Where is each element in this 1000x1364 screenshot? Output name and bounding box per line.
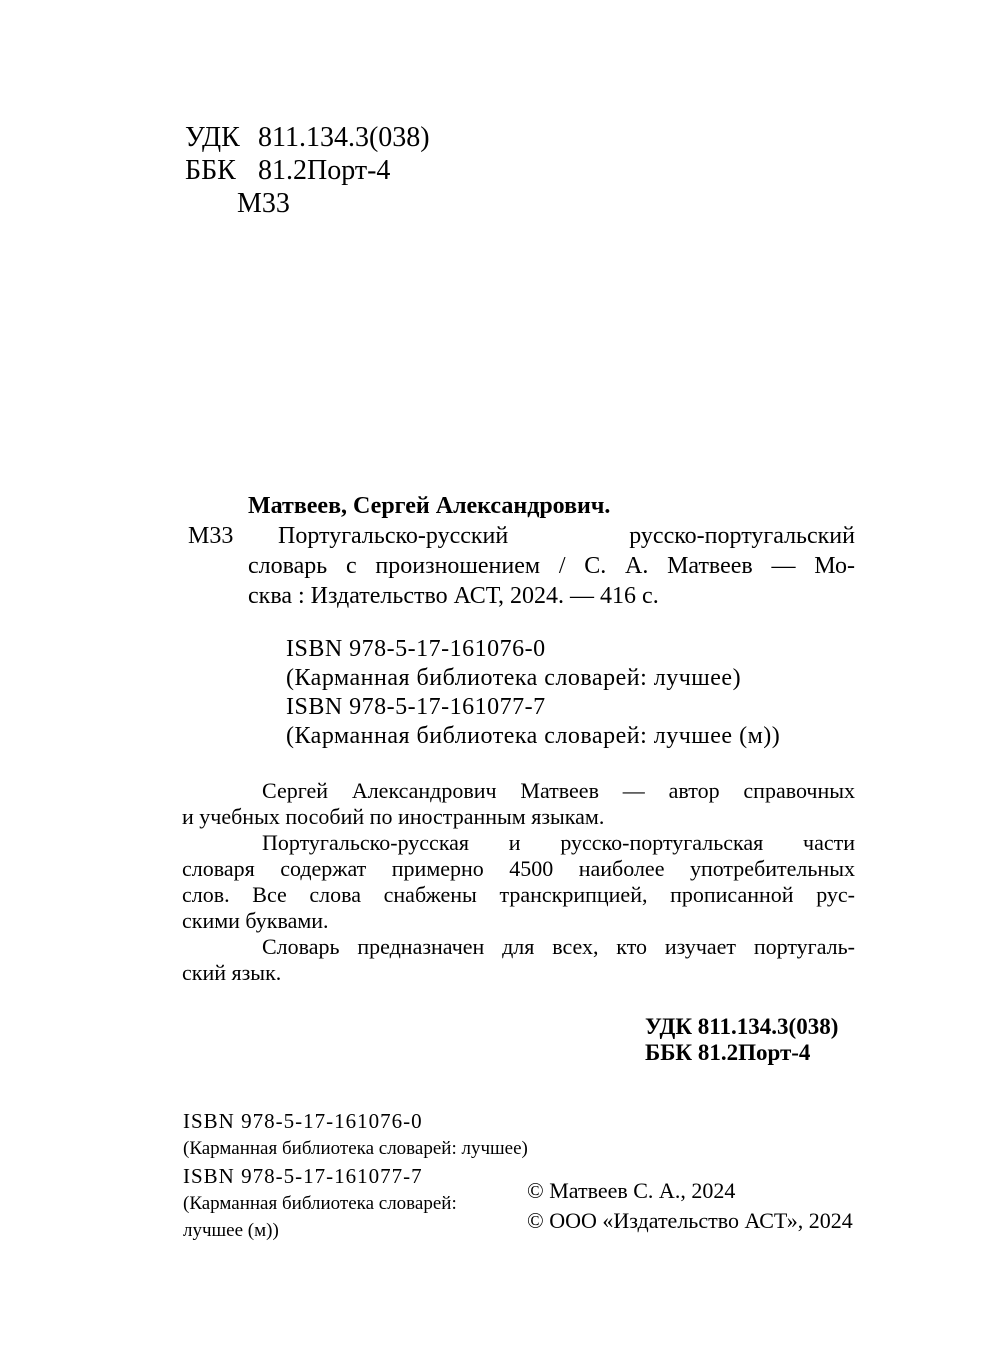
udk-label: УДК	[185, 122, 240, 153]
citation-author-heading: Матвеев, Сергей Александрович.	[248, 493, 611, 519]
udk-value: 811.134.3(038)	[258, 122, 430, 153]
isbn-line: ISBN 978-5-17-161076-0	[286, 636, 546, 662]
annotation-line: Португальско-русская и русско-португальская части	[262, 830, 855, 855]
citation-line: словарь с произношением / С. А. Матвеев — Мо-	[248, 553, 855, 579]
author-sign-row	[185, 187, 430, 220]
citation-line: сква : Издательство АСТ, 2024. — 416 с.	[248, 583, 659, 609]
footer-isbn-line: ISBN 978-5-17-161076-0	[183, 1109, 423, 1133]
footer-series-line: лучшее (м))	[183, 1220, 279, 1241]
annotation-line: Сергей Александрович Матвеев — автор справочных	[262, 778, 855, 803]
udk-code-row	[185, 121, 430, 154]
annotation-line: и учебных пособий по иностранным языкам.	[182, 804, 605, 829]
classification-codes-bold	[645, 1014, 838, 1066]
annotation-line: Словарь предназначен для всех, кто изучает португаль-	[262, 934, 855, 959]
bibliographic-citation	[188, 491, 855, 611]
isbn-line: ISBN 978-5-17-161077-7	[286, 694, 546, 720]
top-classification-codes	[185, 121, 430, 220]
bbk-label: ББК	[185, 155, 236, 186]
copyright-publisher-line: © ООО «Издательство АСТ», 2024	[527, 1208, 853, 1233]
footer-copyright-column	[527, 1176, 853, 1236]
bbk-value: 81.2Порт-4	[258, 155, 391, 186]
series-line: (Карманная библиотека словарей: лучшее (м))	[286, 723, 781, 749]
annotation-line: словаря содержат примерно 4500 наиболее употребительных	[182, 856, 855, 881]
citation-line: Португальско-русский русско-португальский	[278, 523, 855, 549]
footer-isbn-line: ISBN 978-5-17-161077-7	[183, 1164, 423, 1188]
bbk-code-bold: ББК 81.2Порт-4	[645, 1040, 811, 1065]
annotation	[182, 778, 855, 986]
citation-author-sign: М33	[188, 523, 234, 549]
copyright-author-line: © Матвеев С. А., 2024	[527, 1178, 736, 1203]
udk-code-bold: УДК 811.134.3(038)	[645, 1014, 839, 1039]
series-line: (Карманная библиотека словарей: лучшее)	[286, 665, 742, 691]
annotation-line: скими буквами.	[182, 908, 329, 933]
footer-isbn-column	[183, 1107, 528, 1244]
footer-series-line: (Карманная библиотека словарей: лучшее)	[183, 1138, 528, 1159]
annotation-line: слов. Все слова снабжены транскрипцией, прописанной рус-	[182, 882, 855, 907]
isbn-block	[286, 635, 780, 751]
footer-series-line: (Карманная библиотека словарей:	[183, 1193, 457, 1214]
bbk-code-row	[185, 154, 430, 187]
annotation-line: ский язык.	[182, 960, 282, 985]
author-sign: М33	[237, 188, 290, 219]
